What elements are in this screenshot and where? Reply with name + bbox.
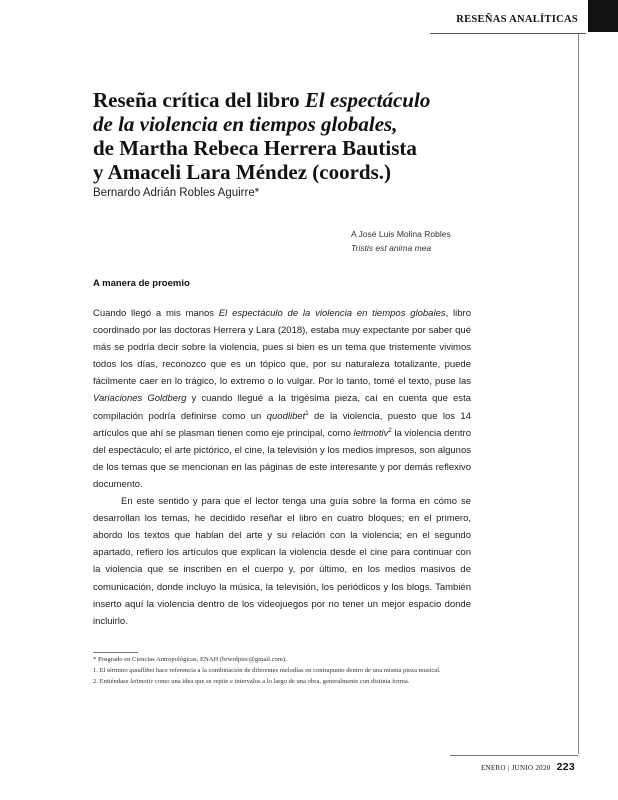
title-line4: y Amaceli Lara Méndez (coords.) <box>93 160 392 184</box>
title-line1-prefix: Reseña crítica del libro <box>93 88 305 112</box>
section-heading: A manera de proemio <box>93 278 190 289</box>
p1-text-2: , libro coordinado por las doctoras Herrera y Lara (2018), estaba muy expectante por saber qué más se podría decir sobre la violencia, pues si bien es un tema que tristemente vivimos todos los días, reconozco que es un tópico que, por su naturaleza totalizante, puede fácilmente caer en lo trágico, lo extremo o lo vulgar. Por lo tanto, tomé el texto, puse las <box>93 308 471 388</box>
footnote-ref-1[interactable]: 1 <box>305 410 309 417</box>
fn1-prefix: 1. El término <box>93 667 130 674</box>
page-footer <box>481 761 575 773</box>
p1-text-4: de la violencia, puesto que los 14 artículos que ahí se plasman tienen como eje principal, como <box>93 410 471 439</box>
p1-book-title: El espectáculo de la violencia en tiempos globales <box>218 308 446 319</box>
header-tab-marker <box>588 0 618 32</box>
dedication-line: A José Luis Molina Robles <box>351 229 451 239</box>
fn2-term: leitmotiv <box>130 678 154 685</box>
p1-text-5: la violencia dentro del espectáculo; el arte pictórico, el cine, la televisión y los medios impresos, son algunos de los temas que se mencionan en las páginas de este interesante y por demás reflexivo documento. <box>93 427 471 490</box>
footnotes <box>93 655 471 688</box>
fn2-prefix: 2. Entiéndase <box>93 678 131 685</box>
body-paragraph-1 <box>93 305 471 493</box>
page-number: 223 <box>556 761 575 773</box>
p1-text-1: Cuando llegó a mis manos <box>93 308 219 319</box>
title-line3: de Martha Rebeca Herrera Bautista <box>93 136 417 160</box>
article-body <box>93 305 471 630</box>
section-label: RESEÑAS ANALÍTICAS <box>456 14 578 25</box>
issue-date: ENERO | JUNIO 2020 <box>480 764 551 772</box>
title-line2-italic: de la violencia en tiempos globales, <box>93 112 398 136</box>
footnote-rule <box>93 652 138 653</box>
fn2-text: como una idea que se repite e intervalos a lo largo de una obra, generalmente con distinta forma. <box>153 678 410 685</box>
fn1-term: quodlibet <box>129 667 155 674</box>
p1-music-title: Variaciones Goldberg <box>93 393 187 405</box>
footnote-1 <box>93 666 471 676</box>
dedication-epigraph: Tristis est anima mea <box>351 243 432 253</box>
dedication <box>351 227 451 255</box>
footnote-author: * Posgrado en Ciencias Antropológicas, ENAH (brwrdpiec@gmail.com). <box>93 656 287 663</box>
p1-term-quodlibet: quodlibet <box>266 410 306 422</box>
title-line1-italic: El espectáculo <box>304 88 431 112</box>
article-title <box>93 88 513 184</box>
footnote-ref-2[interactable]: 2 <box>388 427 392 434</box>
footnote-2 <box>93 677 471 687</box>
author-name: Bernardo Adrián Robles Aguirre* <box>93 187 260 199</box>
body-paragraph-2: En este sentido y para que el lector tenga una guía sobre la forma en cómo se desarrollan los temas, he decidido reseñar el libro en cuatro bloques; en el primero, abordo los textos que hablan del arte y su relación con la violencia; en el segundo apartado, refiero los artículos que explican la violencia desde el cine para continuar con la violencia que se inscriben en el cuerpo y, por último, en los medios masivos de comunicación, donde incluyo la música, la televisión, los periódicos y los blogs. También inserto aquí la violencia dentro de los videojuegos por no tener un mejor espacio donde incluirlo. <box>93 496 471 627</box>
fn1-text: hace referencia a la combinación de diferentes melodías en contrapunto dentro de una misma pieza musical. <box>154 667 441 674</box>
footer-rule <box>450 755 578 756</box>
header-rule <box>430 33 586 34</box>
p1-term-leitmotiv: leitmotiv <box>353 427 389 439</box>
margin-rule <box>578 34 579 754</box>
p1-text-3: y cuando llegué a la trigésima pieza, caí en cuenta que esta compilación podría definirse como un <box>93 393 471 422</box>
